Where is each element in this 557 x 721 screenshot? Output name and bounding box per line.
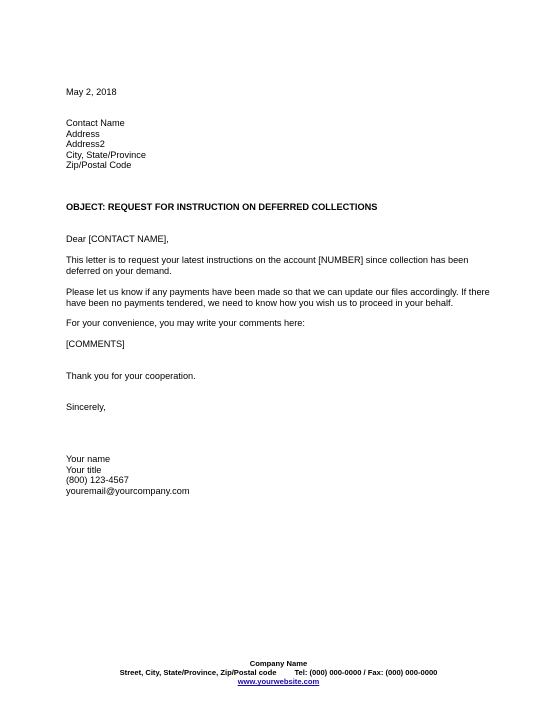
thanks-text: Thank you for your cooperation. bbox=[66, 371, 196, 381]
letter-subject: OBJECT: REQUEST FOR INSTRUCTION ON DEFERRED COLLECTIONS bbox=[66, 202, 378, 212]
footer-address-line bbox=[0, 668, 557, 677]
salutation-block bbox=[66, 234, 496, 245]
footer-website-line bbox=[0, 677, 557, 686]
signature-block bbox=[66, 454, 496, 496]
recipient-zip: Zip/Postal Code bbox=[66, 160, 132, 171]
subject-block bbox=[66, 202, 496, 213]
comments-placeholder: [COMMENTS] bbox=[66, 339, 125, 349]
letter-date-block bbox=[66, 87, 496, 98]
letter-salutation: Dear [CONTACT NAME], bbox=[66, 234, 169, 244]
footer-company: Company Name bbox=[249, 659, 308, 668]
footer-website-link[interactable]: www.yourwebsite.com bbox=[237, 677, 320, 687]
letter-date: May 2, 2018 bbox=[66, 87, 117, 97]
recipient-city-line: City, State/Province bbox=[66, 149, 146, 160]
letter-footer bbox=[0, 659, 557, 687]
footer-contact: Tel: (000) 000-0000 / Fax: (000) 000-0000 bbox=[294, 668, 438, 678]
closing-text: Sincerely, bbox=[66, 402, 106, 412]
closing-block bbox=[66, 402, 496, 413]
paragraph-2-line-1: Please let us know if any payments have been made so that we can update our files accordingly. If there bbox=[66, 287, 490, 297]
recipient-address bbox=[66, 118, 496, 171]
thanks-block bbox=[66, 371, 496, 382]
signature-phone: (800) 123-4567 bbox=[66, 475, 129, 486]
signature-title: Your title bbox=[66, 464, 102, 475]
recipient-name: Contact Name bbox=[66, 118, 125, 128]
comments-block bbox=[66, 339, 496, 350]
paragraph-1-line-2: deferred on your demand. bbox=[66, 265, 172, 276]
footer-address: Street, City, State/Province, Zip/Postal code bbox=[119, 668, 277, 678]
signature-email: youremail@yourcompany.com bbox=[66, 485, 190, 496]
paragraph-1 bbox=[66, 255, 496, 276]
signature-name: Your name bbox=[66, 454, 111, 464]
paragraph-3 bbox=[66, 318, 496, 329]
recipient-address2: Address2 bbox=[66, 139, 105, 150]
paragraph-2-line-2: have been no payments tendered, we need to know how you wish us to proceed in your behalf. bbox=[66, 297, 454, 308]
paragraph-2 bbox=[66, 287, 496, 308]
recipient-address1: Address bbox=[66, 128, 100, 139]
paragraph-3-text: For your convenience, you may write your comments here: bbox=[66, 318, 305, 328]
paragraph-1-line-1: This letter is to request your latest instructions on the account [NUMBER] since collection has been bbox=[66, 255, 469, 265]
